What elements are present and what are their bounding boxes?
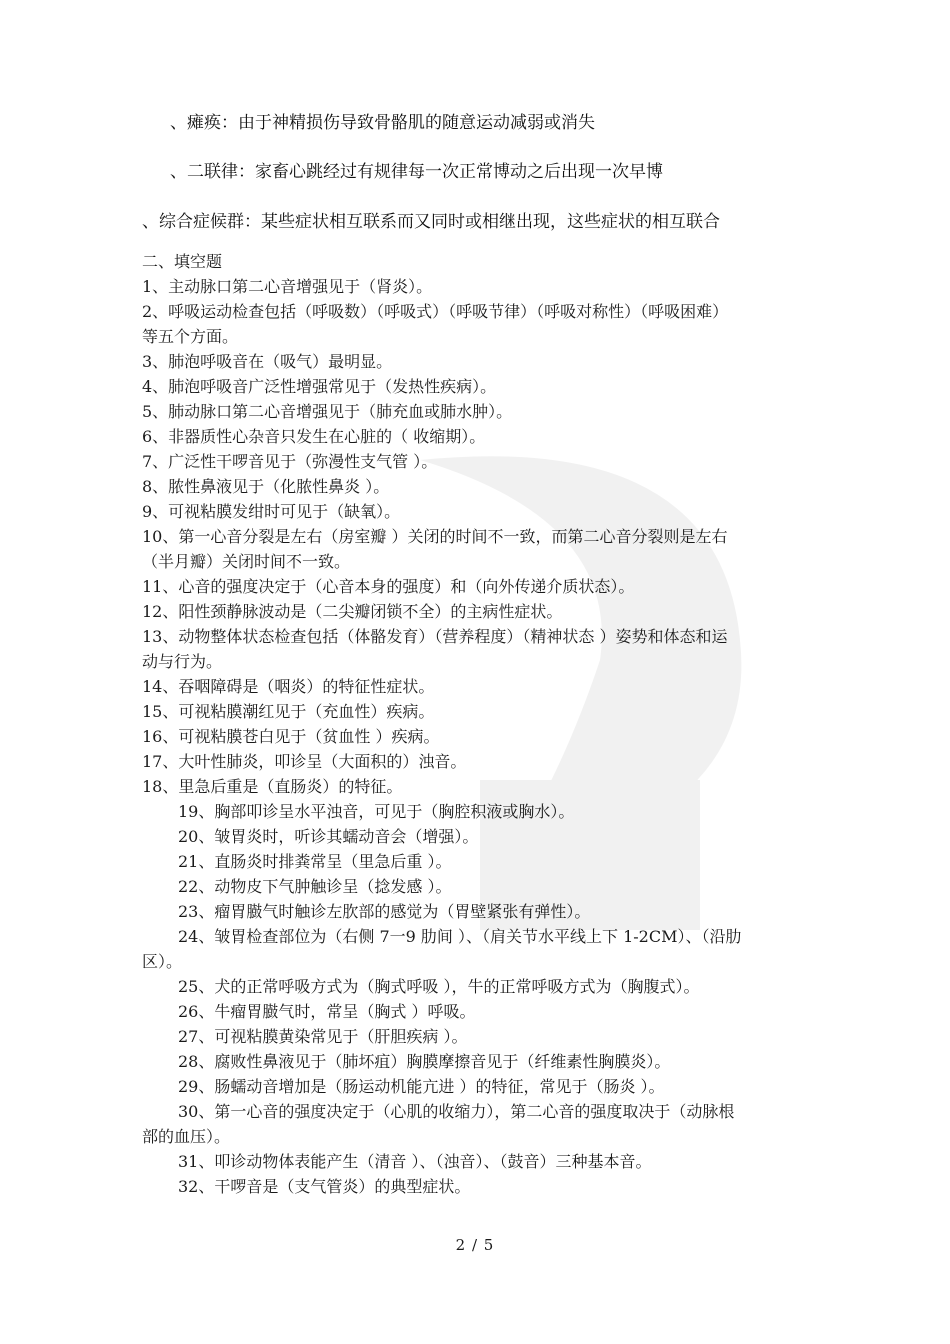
question-line: 12、阳性颈静脉波动是（二尖瓣闭锁不全）的主病性症状。 bbox=[142, 602, 563, 621]
question-line: 17、大叶性肺炎，叩诊呈（大面积的）浊音。 bbox=[142, 752, 467, 771]
page-number: 2 / 5 bbox=[455, 1236, 495, 1254]
question-line: 10、第一心音分裂是左右（房室瓣 ）关闭的时间不一致，而第二心音分裂则是左右 bbox=[142, 527, 728, 546]
question-line: 9、可视粘膜发绀时可见于（缺氧）。 bbox=[142, 502, 401, 521]
question-line: 30、第一心音的强度决定于（心肌的收缩力），第二心音的强度取决于（动脉根 bbox=[178, 1102, 735, 1121]
definition-paralysis: 、瘫痪：由于神精损伤导致骨骼肌的随意运动减弱或消失 bbox=[170, 113, 595, 133]
question-line: 动与行为。 bbox=[142, 652, 223, 671]
question-line: 11、心音的强度决定于（心音本身的强度）和（向外传递介质状态）。 bbox=[142, 577, 635, 596]
question-line: 20、皱胃炎时，听诊其蠕动音会（增强）。 bbox=[178, 827, 479, 846]
question-line: 22、动物皮下气肿触诊呈（捻发感 ）。 bbox=[178, 877, 452, 896]
definition-syndrome: 、综合症候群：某些症状相互联系而又同时或相继出现，这些症状的相互联合 bbox=[142, 212, 720, 232]
question-line: 26、牛瘤胃臌气时，常呈（胸式 ）呼吸。 bbox=[178, 1002, 476, 1021]
question-line: 31、叩诊动物体表能产生（清音 ）、（浊音）、（鼓音）三种基本音。 bbox=[178, 1152, 652, 1171]
question-line: 24、皱胃检查部位为（右侧 7一9 肋间 ）、（肩关节水平线上下 1-2CM）、（沿肋 bbox=[178, 927, 742, 946]
question-line: 6、非器质性心杂音只发生在心脏的（ 收缩期）。 bbox=[142, 427, 486, 446]
question-line: 25、犬的正常呼吸方式为（胸式呼吸 ），牛的正常呼吸方式为（胸腹式）。 bbox=[178, 977, 700, 996]
question-line: 等五个方面。 bbox=[142, 327, 239, 346]
question-line: 21、直肠炎时排粪常呈（里急后重 ）。 bbox=[178, 852, 452, 871]
question-line: 29、肠蠕动音增加是（肠运动机能亢进 ）的特征，常见于（肠炎 ）。 bbox=[178, 1077, 665, 1096]
question-line: 8、脓性鼻液见于（化脓性鼻炎 ）。 bbox=[142, 477, 390, 496]
section-title: 二、填空题 bbox=[142, 252, 223, 271]
question-line: 4、肺泡呼吸音广泛性增强常见于（发热性疾病）。 bbox=[142, 377, 497, 396]
fill-in-blank-section bbox=[142, 249, 822, 1199]
question-line: 15、可视粘膜潮红见于（充血性）疾病。 bbox=[142, 702, 435, 721]
question-line: 1、主动脉口第二心音增强见于（肾炎）。 bbox=[142, 277, 433, 296]
question-line: 32、干啰音是（支气管炎）的典型症状。 bbox=[178, 1177, 471, 1196]
question-line: 3、肺泡呼吸音在（吸气）最明显。 bbox=[142, 352, 393, 371]
question-line: 23、瘤胃臌气时触诊左肷部的感觉为（胃壁紧张有弹性）。 bbox=[178, 902, 591, 921]
question-line: （半月瓣）关闭时间不一致。 bbox=[142, 552, 351, 571]
question-line: 28、腐败性鼻液见于（肺坏疽）胸膜摩擦音见于（纤维素性胸膜炎）。 bbox=[178, 1052, 671, 1071]
question-line: 27、可视粘膜黄染常见于（肝胆疾病 ）。 bbox=[178, 1027, 468, 1046]
question-line: 18、里急后重是（直肠炎）的特征。 bbox=[142, 777, 403, 796]
question-line: 部的血压）。 bbox=[142, 1127, 231, 1146]
question-line: 2、呼吸运动检查包括（呼吸数）（呼吸式）（呼吸节律）（呼吸对称性）（呼吸困难） bbox=[142, 302, 729, 321]
question-line: 5、肺动脉口第二心音增强见于（肺充血或肺水肿）。 bbox=[142, 402, 513, 421]
question-line: 19、胸部叩诊呈水平浊音，可见于（胸腔积液或胸水）。 bbox=[178, 802, 575, 821]
question-line: 区）。 bbox=[142, 952, 183, 971]
definition-bigeminy: 、二联律：家畜心跳经过有规律每一次正常博动之后出现一次早博 bbox=[170, 162, 663, 182]
question-line: 14、吞咽障碍是（咽炎）的特征性症状。 bbox=[142, 677, 435, 696]
question-line: 16、可视粘膜苍白见于（贫血性 ）疾病。 bbox=[142, 727, 440, 746]
question-line: 13、动物整体状态检查包括（体骼发育）（营养程度）（精神状态 ）姿势和体态和运 bbox=[142, 627, 728, 646]
question-line: 7、广泛性干啰音见于（弥漫性支气管 ）。 bbox=[142, 452, 438, 471]
